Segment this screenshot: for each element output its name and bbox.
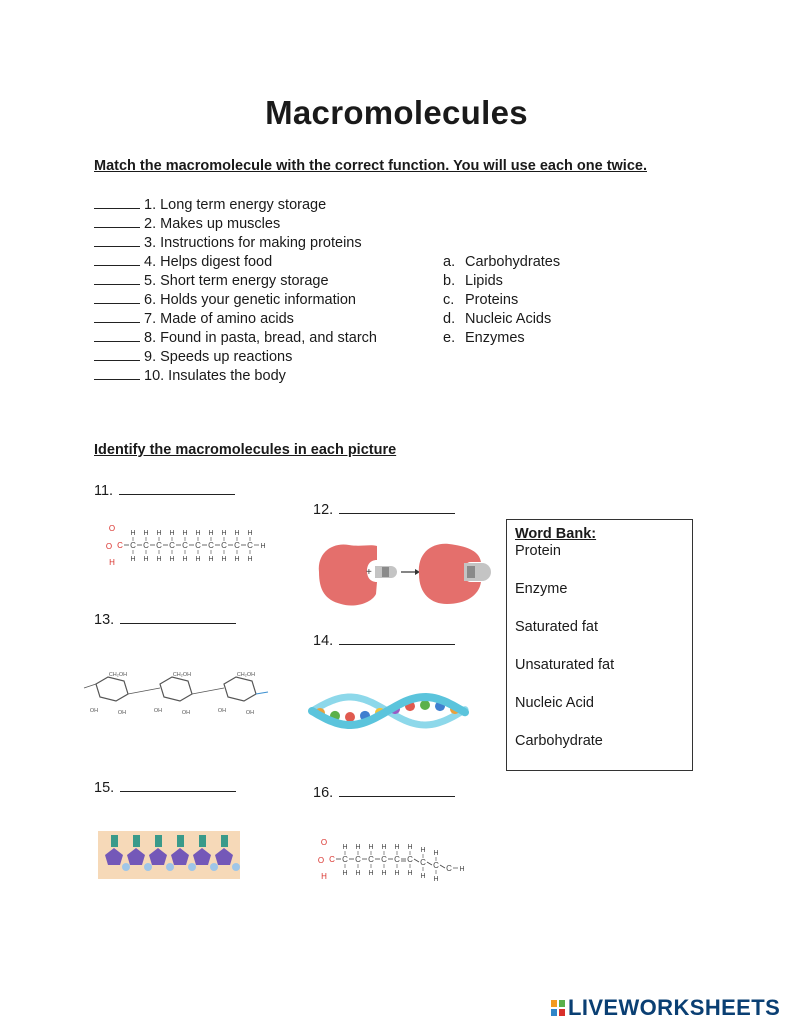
- carbon-label: C: [234, 541, 240, 550]
- hydrogen-label: H: [208, 556, 214, 563]
- word-bank-item: Nucleic Acid: [515, 695, 594, 711]
- word-bank: [506, 519, 693, 771]
- carbon-label: C: [169, 541, 175, 550]
- question-13: 13.: [94, 610, 236, 628]
- saturated-fatty-acid-image: [104, 518, 264, 572]
- carbon-label: C: [329, 855, 335, 864]
- oh-label: OH: [245, 710, 255, 716]
- carbon-label: C: [143, 541, 149, 550]
- hydrogen-label: H: [156, 530, 162, 537]
- carbon-label: C: [433, 861, 439, 870]
- bond-line: [440, 865, 445, 868]
- phosphate-circle: [188, 863, 196, 871]
- hydrogen-label: H: [355, 870, 361, 877]
- list-item: 1. Long term energy storage: [94, 196, 377, 215]
- chain-end-bond: [256, 692, 268, 694]
- hydrogen-label: H: [394, 844, 400, 851]
- hydrogen-label: H: [143, 556, 149, 563]
- hydrogen-label: H: [195, 556, 201, 563]
- hydrogen-label: H: [260, 543, 266, 550]
- phosphate-circle: [210, 863, 218, 871]
- hydrogen-label: H: [195, 530, 201, 537]
- word-bank-item: Saturated fat: [515, 619, 599, 635]
- hydrogen-label: H: [407, 844, 413, 851]
- carbon-label: C: [446, 864, 452, 873]
- substrate-core: [382, 567, 389, 577]
- carbon-label: C: [182, 541, 188, 550]
- answer-blank-6[interactable]: [94, 291, 140, 304]
- answer-blank-9[interactable]: [94, 348, 140, 361]
- word-bank-item: Carbohydrate: [515, 733, 603, 749]
- glycosidic-bond: [192, 688, 224, 694]
- hydrogen-label: H: [394, 870, 400, 877]
- word-bank-item: Unsaturated fat: [515, 657, 615, 673]
- carbon-label: C: [381, 855, 387, 864]
- hydrogen-label: H: [156, 556, 162, 563]
- answer-choice: a. Carbohydrates: [443, 254, 561, 270]
- carbon-label: C: [420, 858, 426, 867]
- hydrogen-label: H: [234, 530, 240, 537]
- carbon-label: C: [247, 541, 253, 550]
- hydrogen-label: H: [433, 850, 439, 857]
- answer-choice: d. Nucleic Acids: [443, 311, 552, 327]
- bond-line: [427, 862, 432, 865]
- matching-instructions: Match the macromolecule with the correct function. You will use each one twice.: [94, 158, 647, 174]
- base-block: [199, 835, 206, 847]
- carbon-label: C: [130, 541, 136, 550]
- hydrogen-label: H: [247, 556, 253, 563]
- answer-line-15[interactable]: [120, 778, 236, 792]
- page-title: Macromolecules: [265, 94, 528, 131]
- list-item: 10. Insulates the body: [94, 367, 377, 386]
- hydrogen-label: H: [420, 847, 426, 854]
- oh-label: OH: [153, 708, 163, 714]
- glycosidic-bond: [128, 688, 160, 694]
- liveworksheets-icon: [550, 999, 566, 1017]
- list-item: 9. Speeds up reactions: [94, 348, 377, 367]
- ch2oh-label: CH₂OH: [172, 672, 192, 678]
- phosphate-circle: [166, 863, 174, 871]
- oh-label: OH: [181, 710, 191, 716]
- base-block: [133, 835, 140, 847]
- carbon-label: C: [221, 541, 227, 550]
- phosphate-circle: [122, 863, 130, 871]
- hydrogen-label: H: [169, 556, 175, 563]
- answer-choice: e. Enzymes: [443, 330, 525, 346]
- list-item: 7. Made of amino acids: [94, 310, 377, 329]
- carbon-label: C: [195, 541, 201, 550]
- hydrogen-label: H: [368, 870, 374, 877]
- hydrogen-label: H: [169, 530, 175, 537]
- oxygen-label: O: [108, 524, 116, 533]
- list-item: 2. Makes up muscles: [94, 215, 377, 234]
- hydrogen-label: H: [355, 844, 361, 851]
- carbon-label: C: [355, 855, 361, 864]
- answer-line-13[interactable]: [120, 610, 236, 624]
- question-15: 15.: [94, 778, 236, 796]
- hydrogen-label: H: [381, 844, 387, 851]
- answer-blank-5[interactable]: [94, 272, 140, 285]
- oxygen-label: O: [320, 838, 328, 847]
- answer-blank-10[interactable]: [94, 367, 140, 380]
- enzyme-image: [313, 538, 498, 610]
- question-16: 16.: [313, 783, 455, 801]
- dna-helix-image: [312, 689, 470, 733]
- oh-label: OH: [89, 708, 99, 714]
- unsaturated-fatty-acid-image: [316, 832, 468, 883]
- glucose-ring: [160, 677, 192, 701]
- hydrogen-label: H: [407, 870, 413, 877]
- hydrogen-label: H: [381, 870, 387, 877]
- word-bank-list: [515, 542, 684, 770]
- answer-blank-3[interactable]: [94, 234, 140, 247]
- hydrogen-label: H: [182, 556, 188, 563]
- glucose-ring: [96, 677, 128, 701]
- hydrogen-label: H: [234, 556, 240, 563]
- hydrogen-label: H: [130, 530, 136, 537]
- answer-blank-8[interactable]: [94, 329, 140, 342]
- list-item: 3. Instructions for making proteins: [94, 234, 377, 253]
- question-11: 11.: [94, 481, 235, 499]
- oxygen-label: O: [105, 542, 113, 551]
- base-block: [221, 835, 228, 847]
- list-item: 4. Helps digest food: [94, 253, 377, 272]
- oh-label: OH: [117, 710, 127, 716]
- hydrogen-label: H: [221, 530, 227, 537]
- hydrogen-label: H: [321, 872, 327, 881]
- glucose-ring: [224, 677, 256, 701]
- hydrogen-label: H: [221, 556, 227, 563]
- answer-choice: b. Lipids: [443, 273, 503, 289]
- base-pair: [345, 712, 355, 722]
- answer-choices: [443, 253, 560, 348]
- carbon-label: C: [156, 541, 162, 550]
- carbon-label: C: [208, 541, 214, 550]
- question-14: 14.: [313, 631, 455, 649]
- list-item: 5. Short term energy storage: [94, 272, 377, 291]
- hydrogen-label: H: [420, 873, 426, 880]
- hydrogen-label: H: [342, 870, 348, 877]
- phosphate-circle: [144, 863, 152, 871]
- carbon-label: C: [117, 541, 123, 550]
- ch2oh-label: CH₂OH: [236, 672, 256, 678]
- carbon-label: C: [368, 855, 374, 864]
- answer-blank-2[interactable]: [94, 215, 140, 228]
- answer-line-12[interactable]: [339, 500, 455, 514]
- word-bank-item: Enzyme: [515, 581, 568, 597]
- list-item: 8. Found in pasta, bread, and starch: [94, 329, 377, 348]
- carbohydrate-image: [80, 662, 272, 720]
- hydrogen-label: H: [433, 876, 439, 883]
- hydrogen-label: H: [182, 530, 188, 537]
- list-item: 6. Holds your genetic information: [94, 291, 377, 310]
- hydrogen-label: H: [247, 530, 253, 537]
- word-bank-item: Protein: [515, 543, 561, 559]
- question-12: 12.: [313, 500, 455, 518]
- liveworksheets-logo: LIVEWORKSHEETS: [550, 995, 780, 1021]
- answer-line-14[interactable]: [339, 631, 455, 645]
- identify-instructions: Identify the macromolecules in each picture: [94, 442, 397, 458]
- carbon-label: C: [394, 855, 400, 864]
- oh-label: OH: [217, 708, 227, 714]
- hydrogen-label: H: [143, 530, 149, 537]
- answer-blank-1[interactable]: [94, 196, 140, 209]
- matching-list: [94, 196, 377, 386]
- nucleic-acid-image: [98, 829, 240, 881]
- carbon-label: C: [407, 855, 413, 864]
- answer-blank-4[interactable]: [94, 253, 140, 266]
- hydrogen-label: H: [208, 530, 214, 537]
- word-bank-title: Word Bank:: [515, 526, 597, 542]
- base-block: [155, 835, 162, 847]
- base-pair: [420, 700, 430, 710]
- hydrogen-label: H: [130, 556, 136, 563]
- bound-substrate-core: [467, 566, 475, 578]
- chain-end-bond: [84, 684, 96, 688]
- answer-blank-7[interactable]: [94, 310, 140, 323]
- answer-line-11[interactable]: [119, 481, 235, 495]
- answer-choice: c. Proteins: [443, 292, 519, 308]
- phosphate-circle: [232, 863, 240, 871]
- svg-text:+: +: [366, 567, 372, 578]
- hydrogen-label: H: [368, 844, 374, 851]
- hydrogen-label: H: [109, 558, 115, 567]
- hydrogen-label: H: [342, 844, 348, 851]
- carbon-label: C: [342, 855, 348, 864]
- answer-line-16[interactable]: [339, 783, 455, 797]
- hydrogen-label: H: [459, 866, 465, 873]
- oxygen-label: O: [317, 856, 325, 865]
- ch2oh-label: CH₂OH: [108, 672, 128, 678]
- base-block: [111, 835, 118, 847]
- bond-line: [414, 859, 419, 862]
- base-block: [177, 835, 184, 847]
